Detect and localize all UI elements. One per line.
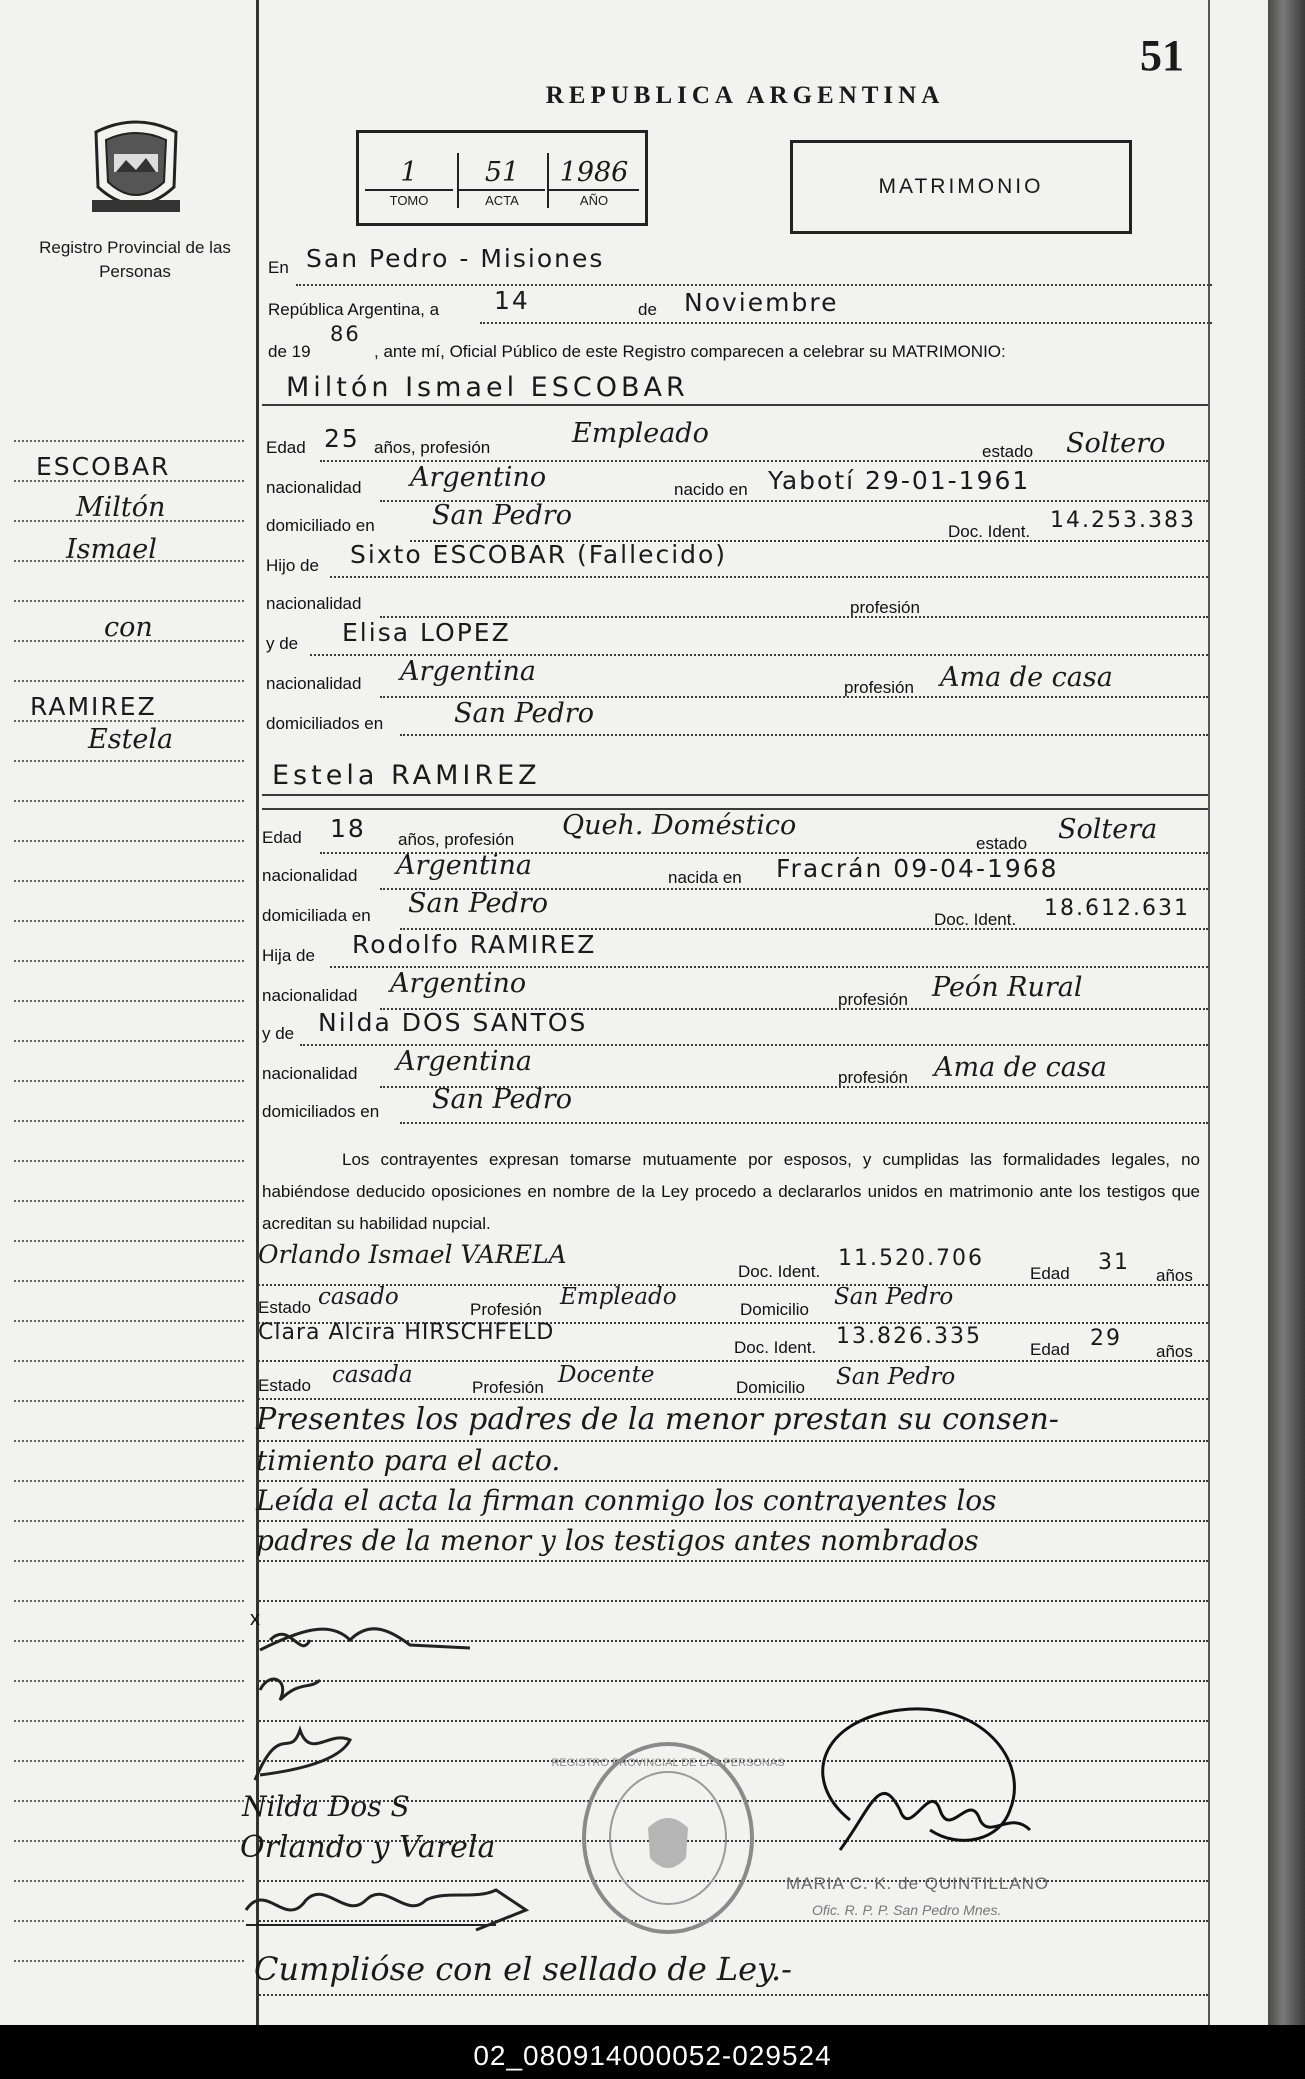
record-index-box xyxy=(356,130,648,226)
bride-mother-prof: Ama de casa xyxy=(934,1052,1107,1083)
note-line-4: padres de la menor y los testigos antes nombrados xyxy=(256,1524,979,1557)
line-closing xyxy=(256,1994,1208,1996)
signature-ruled-line xyxy=(256,1600,1208,1602)
groom-father-prof-label: profesión xyxy=(850,598,920,617)
groom-name: Miltón Ismael ESCOBAR xyxy=(286,372,689,403)
margin-ruled-line xyxy=(14,1760,244,1762)
margin-ruled-line xyxy=(14,1360,244,1362)
margin-ruled-line xyxy=(14,1880,244,1882)
witness1-name: Orlando Ismael VARELA xyxy=(258,1240,567,1269)
witness1-profesion-label: Profesión xyxy=(470,1300,542,1319)
margin-ruled-line xyxy=(14,1080,244,1082)
margin-ruled-line xyxy=(14,1480,244,1482)
line-witness1 xyxy=(258,1284,1208,1286)
line-witness2-b xyxy=(258,1398,1208,1400)
margin-ruled-line xyxy=(14,440,244,442)
bride-name: Estela RAMIREZ xyxy=(272,760,541,791)
margin-ruled-line xyxy=(14,1160,244,1162)
bride-edad: 18 xyxy=(330,814,366,843)
document-type: MATRIMONIO xyxy=(878,175,1044,198)
witness2-name: Clara Alcira HIRSCHFELD xyxy=(258,1320,555,1345)
line-note-2 xyxy=(256,1480,1208,1482)
bride-doc: 18.612.631 xyxy=(1044,896,1190,921)
margin-ruled-line xyxy=(14,1320,244,1322)
margin-ruled-line xyxy=(14,800,244,802)
tomo-value: 1 xyxy=(400,157,418,188)
witness1-estado: casado xyxy=(318,1284,399,1310)
groom-parents-dom: San Pedro xyxy=(454,698,594,729)
margin-ruled-line xyxy=(14,1200,244,1202)
declaration-text: Los contrayentes expresan tomarse mutuamente por esposos, y cumplidas las formalidades legales, no habiéndose deducido oposiciones en nombre de la Ley procedo a declararlos unidos en matrimonio ante los testigos que acreditan su habilidad nupcial. xyxy=(262,1150,1200,1233)
groom-yde-label: y de xyxy=(266,634,299,653)
bride-nacida: Fracrán 09-04-1968 xyxy=(776,854,1059,883)
line-note-3 xyxy=(256,1520,1208,1522)
margin-ruled-line xyxy=(14,1680,244,1682)
margin-note-bride-surname: RAMIREZ xyxy=(30,692,157,721)
bride-mother-nac: Argentina xyxy=(396,1046,533,1077)
officer-stamp-sub: Ofic. R. P. P. San Pedro Mnes. xyxy=(812,1902,1002,1918)
intro-text: , ante mí, Oficial Público de este Registro comparecen a celebrar su MATRIMONIO: xyxy=(374,342,1006,361)
witness1-doc-label: Doc. Ident. xyxy=(738,1262,821,1281)
groom-nac: Argentino xyxy=(410,462,547,493)
margin-ruled-line xyxy=(14,760,244,762)
bride-parents-dom-label: domiciliados en xyxy=(262,1102,380,1121)
line-groom-father xyxy=(330,576,1208,578)
groom-dom-label: domiciliado en xyxy=(266,516,375,535)
year-suffix: 86 xyxy=(330,322,361,346)
margin-ruled-line xyxy=(14,880,244,882)
republica-label: República Argentina, a xyxy=(268,300,440,319)
line-bride-parents-dom xyxy=(400,1122,1208,1124)
bride-nacida-label: nacida en xyxy=(668,868,742,887)
margin-ruled-line xyxy=(14,1120,244,1122)
margin-ruled-line xyxy=(14,600,244,602)
signature-nilda: Nilda Dos S xyxy=(242,1790,410,1823)
tomo-label: TOMO xyxy=(365,189,453,208)
line-groom-parents-dom xyxy=(400,734,1208,736)
line-groom-name xyxy=(262,404,1208,406)
margin-ruled-line xyxy=(14,680,244,682)
groom-hijo-label: Hijo de xyxy=(266,556,319,575)
groom-mother-prof-label: profesión xyxy=(844,678,914,697)
witness2-estado-label: Estado xyxy=(258,1376,311,1395)
groom-father-nac-label: nacionalidad xyxy=(266,594,362,613)
margin-ruled-line xyxy=(14,1720,244,1722)
margin-note-surname: ESCOBAR xyxy=(36,452,171,481)
margin-note-name2: Ismael xyxy=(66,534,157,565)
margin-ruled-line xyxy=(14,1440,244,1442)
witness2-anos-label: años xyxy=(1156,1342,1193,1361)
note-line-3: Leída el acta la firman conmigo los contrayentes los xyxy=(256,1484,997,1517)
margin-ruled-line xyxy=(14,1240,244,1242)
anio-label: AÑO xyxy=(549,189,639,208)
margin-ruled-line xyxy=(14,1400,244,1402)
officer-signature-icon xyxy=(760,1700,1060,1880)
year-prefix: de 19 xyxy=(268,342,311,361)
bride-estado-label: estado xyxy=(976,834,1028,853)
witness2-doc: 13.826.335 xyxy=(836,1324,982,1349)
witness2-estado: casada xyxy=(332,1362,413,1388)
groom-profesion: Empleado xyxy=(572,418,709,449)
bride-yde-label: y de xyxy=(262,1024,295,1043)
en-label: En xyxy=(268,258,289,277)
groom-mother-prof: Ama de casa xyxy=(940,662,1113,693)
line-note-1 xyxy=(256,1440,1208,1442)
de-label: de xyxy=(638,300,657,319)
witness2-edad: 29 xyxy=(1090,1326,1122,1351)
acta-label: ACTA xyxy=(459,189,545,208)
groom-nacido: Yabotí 29-01-1961 xyxy=(768,466,1031,495)
witness1-doc: 11.520.706 xyxy=(838,1246,984,1271)
bride-father-prof-label: profesión xyxy=(838,990,908,1009)
bride-mother: Nilda DOS SANTOS xyxy=(318,1008,588,1037)
bride-parents-dom: San Pedro xyxy=(432,1084,572,1115)
margin-ruled-line xyxy=(14,1000,244,1002)
groom-dom: San Pedro xyxy=(432,500,572,531)
witness1-domicilio: San Pedro xyxy=(834,1284,954,1310)
groom-edad-label: Edad xyxy=(266,438,306,457)
bride-profesion: Queh. Doméstico xyxy=(562,810,797,841)
margin-note-bride-name: Estela xyxy=(88,724,174,755)
groom-anos-label: años, profesión xyxy=(374,438,491,457)
bride-father-nac-label: nacionalidad xyxy=(262,986,358,1005)
witness2-profesion: Docente xyxy=(558,1362,655,1388)
bride-father: Rodolfo RAMIREZ xyxy=(352,930,597,959)
margin-ruled-line xyxy=(14,1840,244,1842)
margin-ruled-line xyxy=(14,960,244,962)
groom-nacido-label: nacido en xyxy=(674,480,748,499)
officer-stamp: MARIA C. K. de QUINTILLANO xyxy=(786,1874,1050,1893)
witness1-edad-label: Edad xyxy=(1030,1264,1070,1283)
day-value: 14 xyxy=(494,286,530,315)
note-line-1: Presentes los padres de la menor prestan su consen- xyxy=(256,1402,1059,1437)
line-date xyxy=(480,322,1212,324)
line-place xyxy=(296,284,1212,286)
anio-value: 1986 xyxy=(559,157,629,188)
witness1-estado-label: Estado xyxy=(258,1298,311,1317)
witness1-profesion: Empleado xyxy=(560,1284,677,1310)
right-rule xyxy=(1208,0,1210,2025)
margin-note-name1: Miltón xyxy=(76,492,166,523)
witness1-edad: 31 xyxy=(1098,1250,1130,1275)
margin-note-con: con xyxy=(104,612,153,643)
margin-ruled-line xyxy=(14,840,244,842)
margin-ruled-line xyxy=(14,1560,244,1562)
witness2-domicilio-label: Domicilio xyxy=(736,1378,805,1397)
witness2-edad-label: Edad xyxy=(1030,1340,1070,1359)
bride-edad-label: Edad xyxy=(262,828,302,847)
signature-mark: x xyxy=(250,1608,260,1630)
groom-estado: Soltero xyxy=(1066,428,1166,459)
country-title: REPUBLICA ARGENTINA xyxy=(545,82,945,109)
line-note-4 xyxy=(256,1560,1208,1562)
margin-ruled-line xyxy=(14,1280,244,1282)
groom-doc: 14.253.383 xyxy=(1050,508,1196,533)
bride-dom: San Pedro xyxy=(408,888,548,919)
margin-ruled-line xyxy=(14,1040,244,1042)
anio-cell xyxy=(547,153,639,208)
groom-parents-dom-label: domiciliados en xyxy=(266,714,384,733)
registry-seal-icon xyxy=(551,1738,785,1938)
bride-father-nac: Argentino xyxy=(390,968,527,999)
groom-estado-label: estado xyxy=(982,442,1034,461)
groom-father: Sixto ESCOBAR (Fallecido) xyxy=(350,540,728,569)
registry-name: Registro Provincial de las Personas xyxy=(39,238,231,281)
note-line-2: timiento para el acto. xyxy=(256,1444,561,1477)
margin-ruled-line xyxy=(14,1640,244,1642)
bride-dom-label: domiciliada en xyxy=(262,906,371,925)
book-binding xyxy=(1268,0,1305,2025)
witness1-anos-label: años xyxy=(1156,1266,1193,1285)
groom-mother-nac: Argentina xyxy=(400,656,537,687)
witness2-doc-label: Doc. Ident. xyxy=(734,1338,817,1357)
margin-ruled-line xyxy=(14,1520,244,1522)
province-coat-of-arms-icon xyxy=(86,112,186,222)
bride-mother-nac-label: nacionalidad xyxy=(262,1064,358,1083)
groom-mother-nac-label: nacionalidad xyxy=(266,674,362,693)
month-value: Noviembre xyxy=(684,288,839,317)
page-number: 51 xyxy=(1140,31,1184,80)
witness2-profesion-label: Profesión xyxy=(472,1378,544,1397)
closing-note: Cumplióse con el sellado de Ley.- xyxy=(254,1950,792,1988)
signature-clara-icon xyxy=(236,1870,536,1940)
groom-doc-label: Doc. Ident. xyxy=(948,522,1031,541)
footer-code: 02_080914000052-029524 xyxy=(473,2040,832,2071)
seal-text: REGISTRO PROVINCIAL DE LAS PERSONAS xyxy=(551,1757,785,1769)
bride-anos-label: años, profesión xyxy=(398,830,515,849)
witness1-domicilio-label: Domicilio xyxy=(740,1300,809,1319)
bride-estado: Soltera xyxy=(1058,814,1158,845)
bride-hija-label: Hija de xyxy=(262,946,315,965)
margin-ruled-line xyxy=(14,1960,244,1962)
acta-cell xyxy=(457,153,545,208)
groom-nac-label: nacionalidad xyxy=(266,478,362,497)
signature-orlando: Orlando y Varela xyxy=(240,1830,496,1865)
bride-nac: Argentina xyxy=(396,850,533,881)
bride-nac-label: nacionalidad xyxy=(262,866,358,885)
bride-doc-label: Doc. Ident. xyxy=(934,910,1017,929)
document-type-box xyxy=(790,140,1132,234)
groom-edad: 25 xyxy=(324,424,360,453)
margin-ruled-line xyxy=(14,1800,244,1802)
margin-ruled-line xyxy=(14,920,244,922)
acta-value: 51 xyxy=(484,157,520,188)
groom-mother: Elisa LOPEZ xyxy=(342,618,511,647)
place-value: San Pedro - Misiones xyxy=(306,244,605,273)
margin-ruled-line xyxy=(14,1600,244,1602)
bride-father-prof: Peón Rural xyxy=(932,972,1083,1003)
line-bride-name-1 xyxy=(262,794,1208,796)
witness2-domicilio: San Pedro xyxy=(836,1364,956,1390)
margin-ruled-line xyxy=(14,1920,244,1922)
bride-mother-prof-label: profesión xyxy=(838,1068,908,1087)
tomo-cell xyxy=(365,153,453,208)
